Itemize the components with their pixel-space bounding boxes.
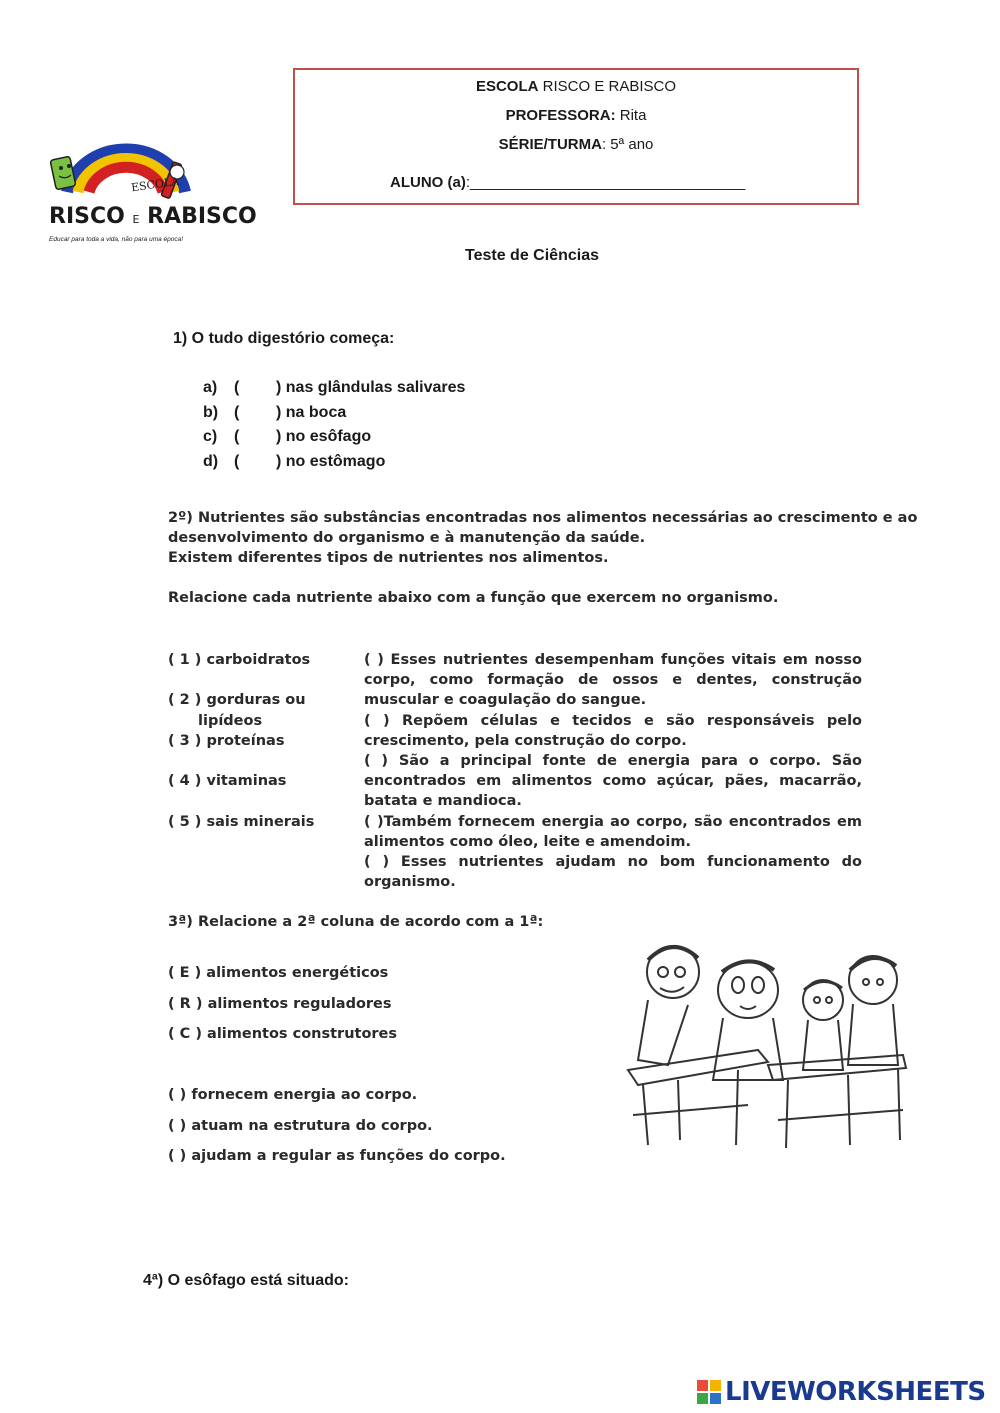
food-function-item[interactable]: ( ) ajudam a regular as funções do corpo. [168, 1148, 506, 1164]
nutrient-list [168, 650, 348, 832]
serie-label: SÉRIE/TURMA [498, 136, 602, 153]
nutrient-item: ( 4 ) vitaminas [168, 773, 287, 790]
school-header-box [293, 68, 859, 205]
logo-escola-text: ESCOLA [130, 174, 180, 195]
test-title: Teste de Ciências [465, 247, 599, 264]
nutrient-item-continuation: lipídeos [198, 712, 263, 729]
question-3-second-column [168, 1080, 506, 1172]
function-item[interactable]: ( ) Esses nutrientes ajudam no bom funcionamento do organismo. [364, 854, 862, 891]
escola-label: ESCOLA [475, 78, 539, 95]
option-letter: b) [203, 403, 219, 421]
question-3-prompt: 3ª) Relacione a 2ª coluna de acordo com a 1ª: [168, 914, 544, 930]
option-letter: a) [203, 379, 218, 396]
question-2-intro [168, 508, 948, 568]
question-2-intro-text-2: Existem diferentes tipos de nutrientes nos alimentos. [168, 550, 609, 566]
teacher-line [295, 107, 857, 124]
question-4-prompt: 4ª) O esôfago está situado: [143, 1272, 349, 1289]
food-function-item[interactable]: ( ) fornecem energia ao corpo. [168, 1087, 418, 1103]
nutrient-item: ( 1 ) carboidratos [168, 652, 311, 668]
option-text: ) nas glândulas salivares [276, 379, 466, 396]
function-item[interactable]: ( ) São a principal fonte de energia para o corpo. São encontrados em alimentos como açúcar, pães, macarrão, batata e mandioca. [364, 753, 862, 810]
option-text: ) na boca [276, 403, 347, 421]
option-a[interactable] [203, 379, 465, 404]
question-2-instruction: Relacione cada nutriente abaixo com a função que exercem no organismo. [168, 590, 779, 606]
option-b[interactable] [203, 404, 465, 429]
logo-tagline: Educar para toda a vida, não para uma época! [49, 236, 184, 243]
professora-value: Rita [619, 107, 647, 124]
option-text: ) no esôfago [276, 428, 372, 445]
option-text: ) no estômago [276, 452, 386, 470]
aluno-label: ALUNO (a) [390, 174, 466, 191]
students-at-desks-illustration [618, 930, 910, 1152]
answer-blank[interactable]: ( [234, 452, 240, 470]
logo-risco: RISCO [49, 204, 125, 229]
option-c[interactable] [203, 428, 465, 453]
function-item[interactable]: ( ) Esses nutrientes desempenham funções vitais em nosso corpo, como formação de ossos e dentes, construção muscular e coagulação do sangue. [364, 652, 862, 709]
option-letter: c) [203, 428, 218, 445]
professora-label: PROFESSORA: [505, 107, 616, 124]
liveworksheets-text: LIVEWORKSHEETS [725, 1377, 986, 1407]
answer-blank[interactable]: ( [234, 428, 240, 445]
function-list [364, 650, 862, 892]
school-logo [45, 130, 257, 255]
logo-e: E [132, 213, 140, 226]
escola-value: RISCO E RABISCO [542, 78, 677, 95]
rainbow-icon [45, 130, 200, 210]
function-item[interactable]: ( )Também fornecem energia ao corpo, são encontrados em alimentos como óleo, leite e amendoim. [364, 813, 862, 850]
question-1-options [203, 379, 465, 477]
liveworksheets-logo-icon [697, 1380, 721, 1404]
food-category-item: ( R ) alimentos reguladores [168, 995, 392, 1012]
logo-school-name [49, 204, 257, 229]
nutrient-item: ( 3 ) proteínas [168, 732, 285, 749]
question-1-prompt: 1) O tudo digestório começa: [173, 330, 395, 347]
food-function-item[interactable]: ( ) atuam na estrutura do corpo. [168, 1117, 433, 1134]
question-2-intro-text: 2º) Nutrientes são substâncias encontradas nos alimentos necessárias ao crescimento e ao desenvolvimento do organismo e à manutenção da saúde. [168, 510, 918, 546]
answer-blank[interactable]: ( [234, 379, 240, 396]
food-category-item: ( C ) alimentos construtores [168, 1026, 398, 1042]
school-line [295, 78, 857, 95]
function-item[interactable]: ( ) Repõem células e tecidos e são responsáveis pelo crescimento, pela construção do corpo. [364, 712, 862, 749]
nutrient-item: ( 5 ) sais minerais [168, 813, 315, 830]
nutrient-item: ( 2 ) gorduras ou [168, 692, 306, 709]
option-d[interactable] [203, 453, 465, 478]
food-category-item: ( E ) alimentos energéticos [168, 965, 389, 981]
answer-blank[interactable]: ( [234, 403, 240, 421]
grade-line [295, 136, 857, 153]
question-3-first-column [168, 958, 397, 1050]
serie-value: : 5ª ano [601, 136, 654, 153]
aluno-blank[interactable]: :_________________________________ [465, 174, 746, 191]
logo-rabisco: RABISCO [147, 204, 257, 229]
student-line [390, 174, 745, 191]
option-letter: d) [203, 452, 219, 470]
